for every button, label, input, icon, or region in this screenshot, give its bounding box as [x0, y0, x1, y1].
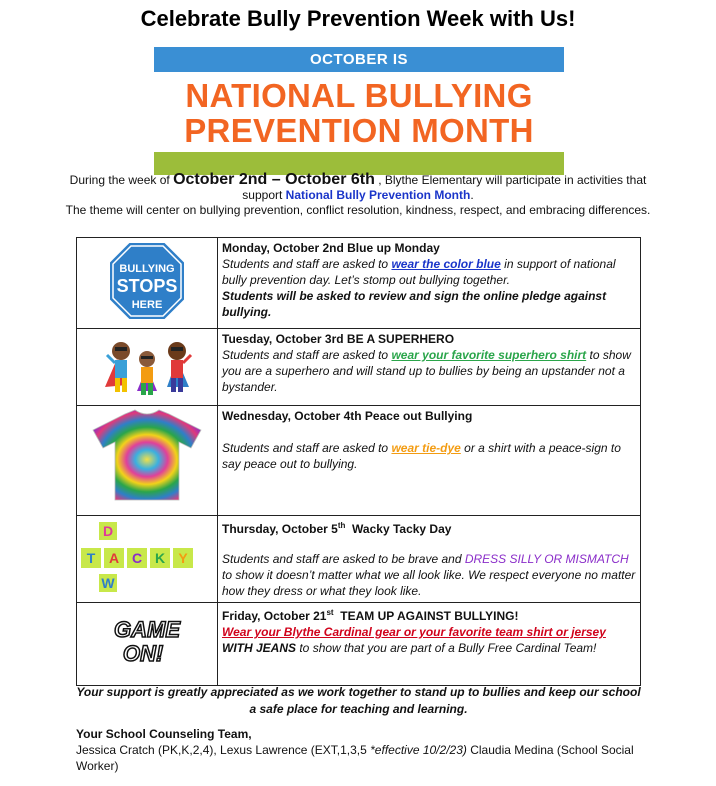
support-message: Your support is greatly appreciated as we work together to stand up to bullies and keep our school a safe place for teaching and learning.: [76, 685, 641, 716]
intro-npm: National Bully Prevention Month: [285, 188, 471, 202]
wednesday-link[interactable]: wear tie-dye: [391, 441, 461, 455]
bullying-month-banner: [154, 47, 564, 175]
wednesday-image-cell: [77, 406, 218, 516]
thursday-title-a: Thursday, October 5: [222, 522, 338, 536]
thursday-title-sup: th: [337, 521, 346, 530]
monday-title: Monday, October 2nd Blue up Monday: [222, 241, 440, 255]
thursday-image-cell: [77, 516, 218, 603]
banner-line-2: PREVENTION MONTH: [184, 112, 534, 149]
events-table: [76, 237, 641, 686]
intro-text-b: , Blythe Elementary will participate in activities that support: [242, 173, 647, 202]
monday-link[interactable]: wear the color blue: [391, 257, 501, 271]
intro-paragraph-1: [60, 172, 656, 203]
table-row: [77, 238, 641, 329]
friday-red-text: Wear your Blythe Cardinal gear or your favorite team shirt or jersey: [222, 625, 606, 639]
letter-block: T: [86, 550, 96, 566]
thursday-text-b: to show it doesn’t matter what we all look like. We respect everyone no matter how they dress or what they look like.: [222, 568, 636, 598]
logo-line-1: GAME: [114, 617, 180, 642]
tuesday-image-cell: [77, 329, 218, 406]
thursday-title-b: Wacky Tacky Day: [345, 522, 452, 536]
tuesday-link[interactable]: wear your favorite superhero shirt: [391, 348, 587, 362]
banner-line-1: NATIONAL BULLYING: [185, 77, 533, 114]
friday-text-b: to show that you are part of a Bully Free Cardinal Team!: [296, 641, 597, 655]
table-row: [77, 406, 641, 516]
superhero-kids-icon: [77, 329, 217, 401]
logo-line-2: ON!: [122, 641, 164, 666]
friday-title-sup: st: [326, 608, 334, 617]
friday-image-cell: [77, 603, 218, 686]
signature-team: Your School Counseling Team,: [76, 727, 252, 741]
wednesday-text-a: Students and staff are asked to: [222, 441, 392, 455]
letter-block: W: [101, 575, 115, 591]
friday-bold: WITH JEANS: [222, 641, 297, 655]
thursday-text-a: Students and staff are asked to be brave and: [222, 552, 465, 566]
thursday-purple: DRESS SILLY OR MISMATCH: [464, 552, 629, 566]
letter-block: K: [154, 550, 166, 566]
friday-title-b: TEAM UP AGAINST BULLYING!: [333, 609, 519, 623]
friday-title: [222, 605, 636, 624]
signature: [76, 726, 656, 774]
wednesday-text-b: or a shirt with a peace-sign to say peace out to bullying.: [222, 441, 621, 471]
monday-text-b: in support of national bully prevention day. Let’s stomp out bullying together.: [222, 257, 616, 287]
letter-block: D: [102, 523, 114, 539]
game-on-logo-icon: [77, 603, 217, 681]
tuesday-text: [222, 347, 636, 395]
banner-top-text: OCTOBER IS: [309, 51, 409, 68]
letter-block: C: [131, 550, 143, 566]
letter-block: Y: [178, 550, 188, 566]
table-row: [77, 603, 641, 686]
tuesday-title: Tuesday, October 3rd BE A SUPERHERO: [222, 332, 455, 346]
intro-text-c: .: [470, 188, 474, 202]
tie-dye-shirt-icon: [77, 406, 217, 506]
monday-text-a: Students and staff are asked to: [222, 257, 392, 271]
intro-dates: October 2nd – October 6th: [173, 171, 375, 188]
wednesday-details: [218, 406, 641, 516]
intro-paragraph-2: The theme will center on bullying prevention, conflict resolution, kindness, respect, and embracing differences.: [65, 203, 651, 217]
banner-top-bar: [154, 47, 564, 72]
intro-text-a: During the week of: [69, 173, 174, 187]
names-effective: *effective 10/2/23): [370, 743, 467, 757]
wednesday-title: Wednesday, October 4th Peace out Bullying: [222, 409, 473, 423]
sign-word-3: HERE: [131, 299, 163, 311]
signature-names: [76, 742, 656, 774]
tuesday-text-b: to show you are a superhero and will stand up to bullies by being an upstander not a bystander.: [222, 348, 631, 394]
sign-word-1: BULLYING: [119, 263, 175, 275]
banner-middle: [154, 72, 564, 152]
monday-details: [218, 238, 641, 329]
thursday-details: [218, 516, 641, 603]
letter-block: A: [108, 550, 120, 566]
names-b: Claudia Medina (School Social Worker): [76, 743, 634, 773]
wacky-tacky-letters-icon: [77, 516, 217, 598]
spacer: [222, 424, 636, 440]
wednesday-text: [222, 440, 636, 472]
friday-title-a: Friday, October 21: [222, 609, 327, 623]
thursday-title: [222, 518, 636, 537]
monday-image-cell: [77, 238, 218, 329]
friday-details: [218, 603, 641, 686]
spacer: [222, 537, 636, 551]
sign-word-2: STOPS: [116, 276, 178, 296]
thursday-text: [222, 551, 636, 599]
tuesday-text-a: Students and staff are asked to: [222, 348, 392, 362]
names-a: Jessica Cratch (PK,K,2,4), Lexus Lawrence (EXT,1,3,5: [76, 743, 371, 757]
intro-text: [60, 172, 656, 218]
friday-text: [222, 640, 636, 656]
bullying-stops-sign-icon: [77, 238, 217, 324]
tuesday-details: [218, 329, 641, 406]
table-row: [77, 516, 641, 603]
table-row: [77, 329, 641, 406]
monday-pledge: Students will be asked to review and sign the online pledge against bullying.: [222, 289, 607, 319]
monday-text: [222, 256, 636, 288]
page-title: Celebrate Bully Prevention Week with Us!: [140, 6, 576, 31]
